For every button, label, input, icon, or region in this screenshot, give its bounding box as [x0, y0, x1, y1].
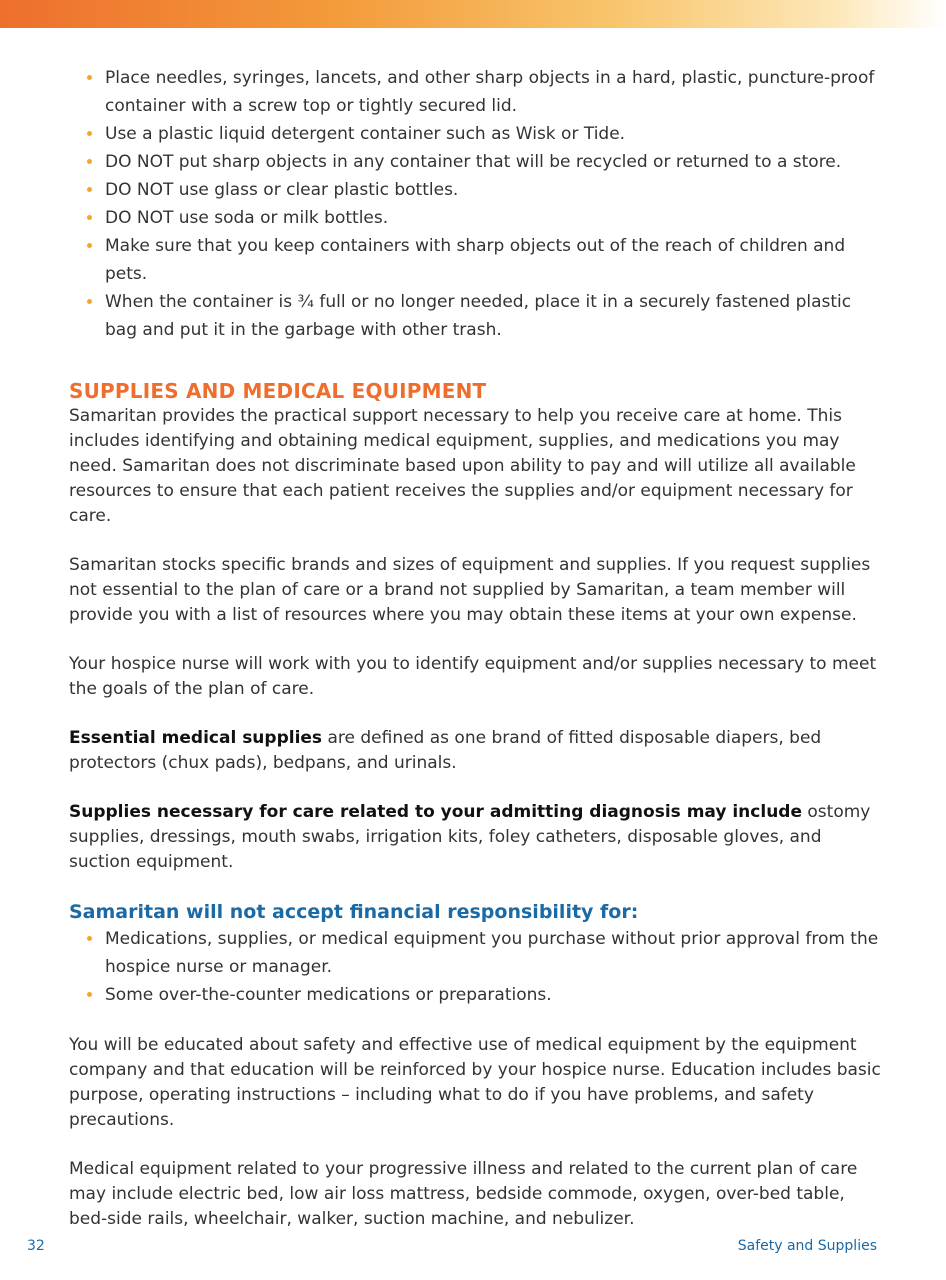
page-content	[69, 64, 885, 1232]
brands-paragraph: Samaritan stocks specific brands and sizes of equipment and supplies. If you request supplies not essential to the plan of care or a brand not supplied by Samaritan, a team member will provide you with a list of resources where you may obtain these items at your own expense.	[69, 555, 871, 625]
bullet-icon	[87, 187, 92, 192]
bullet-icon	[87, 243, 92, 248]
bullet-icon	[87, 992, 92, 997]
list-item	[105, 981, 885, 1009]
bullet-icon	[87, 159, 92, 164]
bullet-icon	[87, 299, 92, 304]
bullet-icon	[87, 215, 92, 220]
section-heading-supplies: SUPPLIES AND MEDICAL EQUIPMENT	[69, 379, 487, 403]
supplies-intro-paragraph: Samaritan provides the practical support necessary to help you receive care at home. This includes identifying and obtaining medical equipment, supplies, and medications you may need. Samaritan does not discriminate based upon ability to pay and will utilize all available resources to ensure that each patient receives the supplies and/or equipment necessary for care.	[69, 406, 856, 526]
list-item-text: DO NOT put sharp objects in any container that will be recycled or returned to a store.	[105, 152, 842, 172]
financial-responsibility-heading: Samaritan will not accept financial responsibility for:	[69, 901, 639, 923]
list-item	[105, 232, 885, 288]
header-gradient-band	[0, 0, 946, 28]
list-item	[105, 288, 885, 344]
list-item	[105, 176, 885, 204]
footer-section-title: Safety and Supplies	[737, 1238, 877, 1254]
equipment-paragraph: Medical equipment related to your progressive illness and related to the current plan of care may include electric bed, low air loss mattress, bedside commode, oxygen, over-bed table, bed-side rails, wheelchair, walker, suction machine, and nebulizer.	[69, 1159, 858, 1229]
bullet-icon	[87, 936, 92, 941]
list-item-text: Make sure that you keep containers with sharp objects out of the reach of children and pets.	[105, 236, 846, 284]
bullet-icon	[87, 75, 92, 80]
essential-supplies-definition: are defined as one brand of fitted disposable diapers, bed protectors (chux pads), bedpans, and urinals.	[69, 728, 822, 773]
nurse-paragraph: Your hospice nurse will work with you to identify equipment and/or supplies necessary to meet the goals of the plan of care.	[69, 654, 877, 699]
necessary-supplies-term: Supplies necessary for care related to your admitting diagnosis may include	[69, 802, 802, 822]
list-item	[105, 64, 885, 120]
essential-supplies-paragraph	[69, 726, 885, 776]
list-item	[105, 204, 885, 232]
list-item-text: When the container is ¾ full or no longer needed, place it in a securely fastened plastic bag and put it in the garbage with other trash.	[105, 292, 852, 340]
education-paragraph: You will be educated about safety and effective use of medical equipment by the equipment company and that education will be reinforced by your hospice nurse. Education includes basic purpose, operating instructions – including what to do if you have problems, and safety precautions.	[69, 1035, 881, 1130]
list-item-text: DO NOT use glass or clear plastic bottles.	[105, 180, 459, 200]
sharps-disposal-list	[69, 64, 885, 344]
bullet-icon	[87, 131, 92, 136]
financial-exclusions-list	[69, 925, 885, 1009]
page-number: 32	[27, 1238, 45, 1254]
list-item	[105, 120, 885, 148]
list-item-text: Place needles, syringes, lancets, and other sharp objects in a hard, plastic, puncture-proof container with a screw top or tightly secured lid.	[105, 68, 875, 116]
list-item-text: Use a plastic liquid detergent container such as Wisk or Tide.	[105, 124, 626, 144]
necessary-supplies-paragraph	[69, 800, 885, 875]
necessary-supplies-definition: ostomy supplies, dressings, mouth swabs, irrigation kits, foley catheters, disposable gloves, and suction equipment.	[69, 802, 871, 872]
list-item	[105, 148, 885, 176]
list-item-text: DO NOT use soda or milk bottles.	[105, 208, 389, 228]
list-item	[105, 925, 885, 981]
essential-supplies-term: Essential medical supplies	[69, 728, 323, 748]
list-item-text: Some over-the-counter medications or preparations.	[105, 985, 552, 1005]
list-item-text: Medications, supplies, or medical equipment you purchase without prior approval from the hospice nurse or manager.	[105, 929, 879, 977]
